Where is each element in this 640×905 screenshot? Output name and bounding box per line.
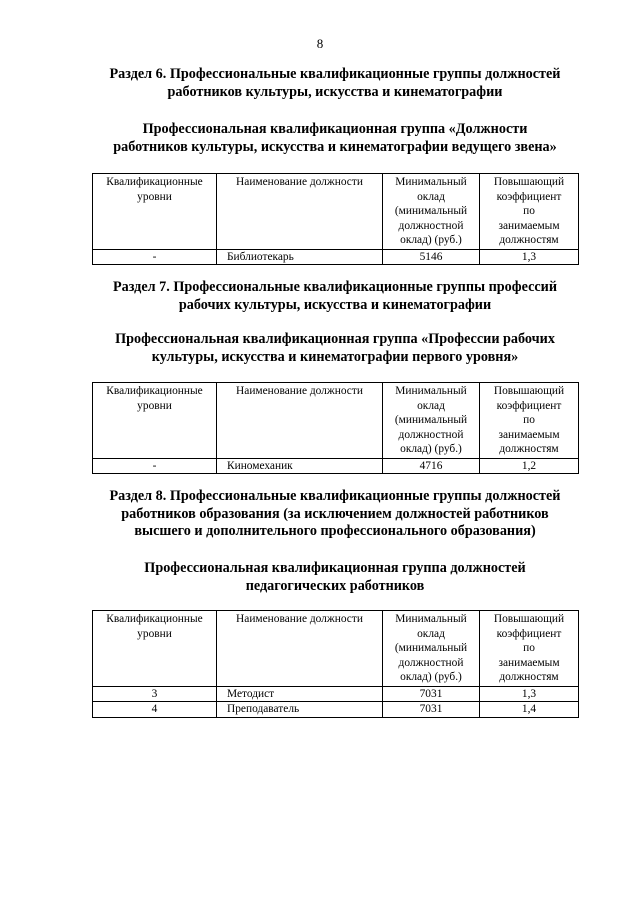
header-line: занимаемым [498,428,560,441]
section-6-title-line-1: Раздел 6. Профессиональные квалификационные группы должностей [109,66,561,82]
section-6-title-line-2: работников культуры, искусства и кинематографии [167,83,503,100]
cell-coefficient: 1,2 [480,458,579,474]
header-line: уровни [137,399,172,412]
header-line: коэффициент [496,399,562,412]
cell-level: - [93,458,217,474]
header-qualification-levels [93,611,217,687]
header-line: занимаемым [498,656,560,669]
header-line: уровни [137,627,172,640]
header-position-name [217,383,383,459]
header-line: оклад [417,627,445,640]
header-line: Повышающий [493,613,565,625]
header-position-name [217,174,383,250]
header-qualification-levels [93,174,217,250]
section-8-group-title-line-2: педагогических работников [245,577,425,594]
header-min-salary [383,174,480,250]
section-8-table [92,610,579,718]
header-line: уровни [137,190,172,203]
header-line: оклад [417,190,445,203]
section-7-group-title-line-1: Профессиональная квалификационная группа «Профессии рабочих [115,331,555,347]
header-line: по [523,414,535,426]
section-7-title-line-1: Раздел 7. Профессиональные квалификационные группы профессий [112,279,558,295]
header-line: (минимальный [394,642,468,654]
cell-level: 4 [93,702,217,718]
table-row [93,686,579,702]
header-line: Минимальный [395,176,467,188]
header-line: Повышающий [493,385,565,397]
table-header-row [93,383,579,459]
header-line: должностям [499,234,559,246]
section-7-group-title [70,331,600,366]
header-line: Наименование должности [236,176,363,188]
table-header-row [93,174,579,250]
section-6-table [92,173,579,265]
header-min-salary [383,611,480,687]
header-line: Минимальный [395,385,467,397]
section-6-group-title [70,121,600,156]
cell-position: Библиотекарь [217,249,383,265]
header-line: Наименование должности [236,385,363,397]
cell-salary: 4716 [383,458,480,474]
section-7-title-line-2: рабочих культуры, искусства и кинематографии [178,296,492,313]
cell-coefficient: 1,3 [480,249,579,265]
header-increase-coefficient [480,174,579,250]
table-row [93,702,579,718]
section-7-group-title-line-2: культуры, искусства и кинематографии первого уровня» [151,348,519,365]
header-line: Квалификационные [106,613,203,625]
header-line: Повышающий [493,176,565,188]
cell-salary: 7031 [383,702,480,718]
header-line: (минимальный [394,414,468,426]
cell-position: Киномеханик [217,458,383,474]
header-line: Квалификационные [106,176,203,188]
section-8-title-line-2: работников образования (за исключением должностей работников [121,505,549,522]
header-line: оклад) (руб.) [400,234,462,246]
header-line: должностям [499,443,559,455]
cell-level: 3 [93,686,217,702]
header-increase-coefficient [480,383,579,459]
section-8-title-line-1: Раздел 8. Профессиональные квалификационные группы должностей [109,488,561,504]
header-line: (минимальный [394,205,468,217]
table-row [93,249,579,265]
header-position-name [217,611,383,687]
cell-level: - [93,249,217,265]
section-6-group-title-line-1: Профессиональная квалификационная группа «Должности [142,121,528,137]
section-8-group-title [70,560,600,595]
table-row [93,458,579,474]
header-line: коэффициент [496,190,562,203]
header-line: по [523,205,535,217]
page-number: 8 [316,36,324,51]
header-line: должностной [398,219,464,232]
header-increase-coefficient [480,611,579,687]
header-line: Наименование должности [236,613,363,625]
cell-position: Преподаватель [217,702,383,718]
header-line: оклад) (руб.) [400,671,462,683]
section-7-table [92,382,579,474]
section-6-title [70,66,600,101]
header-line: должностной [398,656,464,669]
header-qualification-levels [93,383,217,459]
header-line: Квалификационные [106,385,203,397]
section-6-group-title-line-2: работников культуры, искусства и кинематографии ведущего звена» [113,138,557,155]
section-7-title [70,279,600,314]
table-header-row [93,611,579,687]
header-line: оклад [417,399,445,412]
header-line: должностям [499,671,559,683]
cell-position: Методист [217,686,383,702]
section-8-group-title-line-1: Профессиональная квалификационная группа должностей [144,560,526,576]
cell-coefficient: 1,3 [480,686,579,702]
section-8-title [70,488,600,541]
section-8-title-line-3: высшего и дополнительного профессионального образования) [134,523,536,539]
header-line: оклад) (руб.) [400,443,462,455]
cell-salary: 5146 [383,249,480,265]
cell-salary: 7031 [383,686,480,702]
header-line: по [523,642,535,654]
header-line: Минимальный [395,613,467,625]
header-line: коэффициент [496,627,562,640]
header-line: должностной [398,428,464,441]
header-line: занимаемым [498,219,560,232]
cell-coefficient: 1,4 [480,702,579,718]
header-min-salary [383,383,480,459]
